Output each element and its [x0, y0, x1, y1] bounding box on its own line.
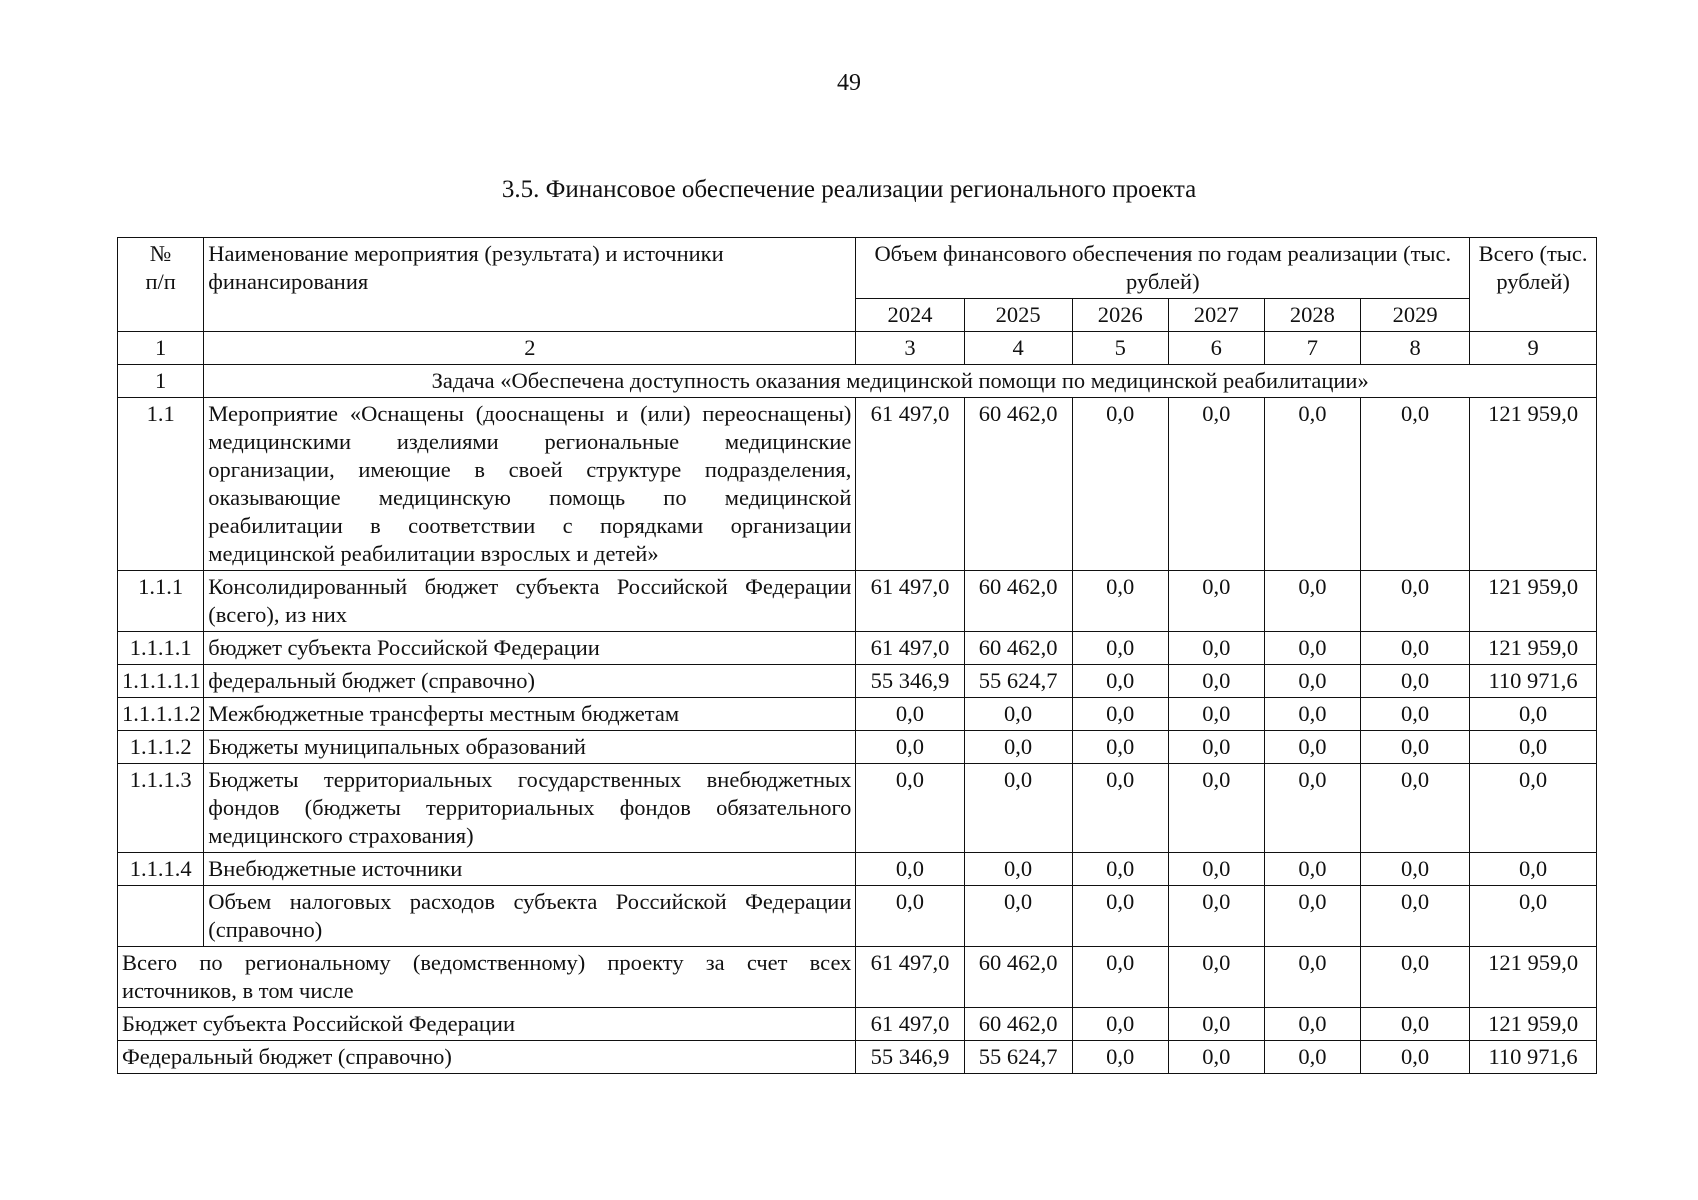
- table-row: [118, 731, 1597, 764]
- header-row: [118, 238, 1597, 299]
- total-name: Всего по региональному (ведомственному) проекту за счет всех источников, в том числе: [118, 947, 856, 1008]
- row-name: бюджет субъекта Российской Федерации: [204, 632, 856, 665]
- total-value: 55 624,7: [964, 1041, 1072, 1074]
- table-row: [118, 398, 1597, 571]
- row-value: 0,0: [1360, 571, 1469, 632]
- total-value: 0,0: [1072, 1008, 1168, 1041]
- row-value: 0,0: [1264, 632, 1360, 665]
- row-value: 61 497,0: [856, 571, 964, 632]
- page-number: 49: [837, 70, 861, 96]
- row-value: 0,0: [1264, 665, 1360, 698]
- total-value: 121 959,0: [1470, 947, 1597, 1008]
- header-name: Наименование мероприятия (результата) и источники финансирования: [204, 238, 856, 332]
- total-value: 121 959,0: [1470, 1008, 1597, 1041]
- row-value: 110 971,6: [1470, 665, 1597, 698]
- total-value: 61 497,0: [856, 947, 964, 1008]
- section-title: 3.5. Финансовое обеспечение реализации регионального проекта: [501, 176, 1197, 203]
- row-value: 60 462,0: [964, 571, 1072, 632]
- column-numbers-row: [118, 332, 1597, 365]
- column-number: 4: [964, 332, 1072, 365]
- row-value: 0,0: [1168, 764, 1264, 853]
- row-num: 1.1.1: [118, 571, 204, 632]
- total-value: 0,0: [1072, 1041, 1168, 1074]
- header-year: 2028: [1264, 299, 1360, 332]
- row-value: 0,0: [1072, 632, 1168, 665]
- row-name: Мероприятие «Оснащены (дооснащены и (или) переоснащены) медицинскими изделиями региональные медицинские организации, имеющие в своей структуре подразделения, оказывающие медицинскую помощь по медицинской реабилитации в соответствии с порядками организации медицинской реабилитации взрослых и детей»: [204, 398, 856, 571]
- row-value: 0,0: [1168, 632, 1264, 665]
- table-row: [118, 853, 1597, 886]
- task-row: [118, 365, 1597, 398]
- row-value: 0,0: [856, 853, 964, 886]
- total-row: [118, 947, 1597, 1008]
- header-volume: Объем финансового обеспечения по годам реализации (тыс. рублей): [856, 238, 1470, 299]
- column-number: 3: [856, 332, 964, 365]
- row-value: 0,0: [1264, 731, 1360, 764]
- row-value: 0,0: [1264, 764, 1360, 853]
- header-year: 2024: [856, 299, 964, 332]
- header-year: 2026: [1072, 299, 1168, 332]
- column-number: 7: [1264, 332, 1360, 365]
- row-value: 0,0: [856, 886, 964, 947]
- row-value: 0,0: [1264, 886, 1360, 947]
- row-value: 60 462,0: [964, 398, 1072, 571]
- column-number: 8: [1360, 332, 1469, 365]
- total-value: 0,0: [1264, 1041, 1360, 1074]
- total-name: Федеральный бюджет (справочно): [118, 1041, 856, 1074]
- row-value: 0,0: [1360, 665, 1469, 698]
- row-value: 0,0: [1168, 853, 1264, 886]
- row-value: 0,0: [1072, 886, 1168, 947]
- row-value: 0,0: [1072, 764, 1168, 853]
- total-row: [118, 1041, 1597, 1074]
- column-number: 2: [204, 332, 856, 365]
- total-value: 0,0: [1360, 1008, 1469, 1041]
- total-name: Бюджет субъекта Российской Федерации: [118, 1008, 856, 1041]
- task-num: 1: [118, 365, 204, 398]
- table-row: [118, 571, 1597, 632]
- column-number: 6: [1168, 332, 1264, 365]
- row-value: 0,0: [1168, 731, 1264, 764]
- row-value: 0,0: [1360, 886, 1469, 947]
- row-value: 0,0: [856, 764, 964, 853]
- total-value: 55 346,9: [856, 1041, 964, 1074]
- row-value: 121 959,0: [1470, 632, 1597, 665]
- row-name: Консолидированный бюджет субъекта Российской Федерации (всего), из них: [204, 571, 856, 632]
- row-name: Межбюджетные трансферты местным бюджетам: [204, 698, 856, 731]
- row-value: 60 462,0: [964, 632, 1072, 665]
- row-num: [118, 886, 204, 947]
- column-number: 1: [118, 332, 204, 365]
- header-year: 2027: [1168, 299, 1264, 332]
- row-value: 55 346,9: [856, 665, 964, 698]
- row-value: 0,0: [1168, 571, 1264, 632]
- row-num: 1.1.1.1: [118, 632, 204, 665]
- row-value: 0,0: [1264, 853, 1360, 886]
- row-value: 0,0: [1470, 698, 1597, 731]
- total-value: 110 971,6: [1470, 1041, 1597, 1074]
- total-value: 0,0: [1168, 947, 1264, 1008]
- row-value: 121 959,0: [1470, 571, 1597, 632]
- total-value: 0,0: [1072, 947, 1168, 1008]
- row-value: 0,0: [1168, 398, 1264, 571]
- total-value: 60 462,0: [964, 1008, 1072, 1041]
- row-name: федеральный бюджет (справочно): [204, 665, 856, 698]
- row-value: 0,0: [1470, 853, 1597, 886]
- row-value: 55 624,7: [964, 665, 1072, 698]
- table-row: [118, 764, 1597, 853]
- row-value: 0,0: [856, 731, 964, 764]
- row-name: Объем налоговых расходов субъекта Российской Федерации (справочно): [204, 886, 856, 947]
- total-value: 0,0: [1264, 1008, 1360, 1041]
- row-value: 0,0: [1360, 731, 1469, 764]
- row-value: 0,0: [1168, 886, 1264, 947]
- column-number: 5: [1072, 332, 1168, 365]
- table-row: [118, 665, 1597, 698]
- row-value: 61 497,0: [856, 398, 964, 571]
- row-name: Бюджеты территориальных государственных внебюджетных фондов (бюджеты территориальных фондов обязательного медицинского страхования): [204, 764, 856, 853]
- row-value: 0,0: [1360, 698, 1469, 731]
- row-value: 0,0: [1072, 665, 1168, 698]
- financing-table: [117, 237, 1597, 1074]
- row-value: 61 497,0: [856, 632, 964, 665]
- row-num: 1.1.1.3: [118, 764, 204, 853]
- row-value: 0,0: [1072, 731, 1168, 764]
- row-value: 0,0: [1264, 398, 1360, 571]
- table-row: [118, 886, 1597, 947]
- row-value: 0,0: [1168, 665, 1264, 698]
- row-value: 0,0: [964, 764, 1072, 853]
- row-name: Бюджеты муниципальных образований: [204, 731, 856, 764]
- column-number: 9: [1470, 332, 1597, 365]
- row-value: 0,0: [1264, 571, 1360, 632]
- row-value: 0,0: [1360, 764, 1469, 853]
- row-value: 0,0: [964, 731, 1072, 764]
- row-value: 0,0: [1470, 886, 1597, 947]
- row-value: 0,0: [964, 698, 1072, 731]
- total-value: 0,0: [1360, 1041, 1469, 1074]
- row-value: 0,0: [1168, 698, 1264, 731]
- row-value: 0,0: [1072, 853, 1168, 886]
- total-value: 0,0: [1168, 1008, 1264, 1041]
- row-num: 1.1.1.1.2: [118, 698, 204, 731]
- total-value: 61 497,0: [856, 1008, 964, 1041]
- row-value: 0,0: [1072, 571, 1168, 632]
- header-total: Всего (тыс. рублей): [1470, 238, 1597, 332]
- row-num: 1.1.1.2: [118, 731, 204, 764]
- row-value: 0,0: [1360, 853, 1469, 886]
- row-value: 0,0: [856, 698, 964, 731]
- task-text: Задача «Обеспечена доступность оказания медицинской помощи по медицинской реабилитации»: [204, 365, 1597, 398]
- total-row: [118, 1008, 1597, 1041]
- total-value: 0,0: [1360, 947, 1469, 1008]
- row-value: 0,0: [1264, 698, 1360, 731]
- table-row: [118, 632, 1597, 665]
- total-value: 60 462,0: [964, 947, 1072, 1008]
- table-row: [118, 698, 1597, 731]
- row-value: 0,0: [964, 853, 1072, 886]
- row-name: Внебюджетные источники: [204, 853, 856, 886]
- row-value: 121 959,0: [1470, 398, 1597, 571]
- header-year: 2029: [1360, 299, 1469, 332]
- row-value: 0,0: [964, 886, 1072, 947]
- row-value: 0,0: [1072, 398, 1168, 571]
- row-num: 1.1.1.4: [118, 853, 204, 886]
- row-value: 0,0: [1072, 698, 1168, 731]
- header-num: № п/п: [118, 238, 204, 332]
- total-value: 0,0: [1168, 1041, 1264, 1074]
- row-value: 0,0: [1360, 632, 1469, 665]
- total-value: 0,0: [1264, 947, 1360, 1008]
- row-num: 1.1.1.1.1: [118, 665, 204, 698]
- row-value: 0,0: [1360, 398, 1469, 571]
- row-value: 0,0: [1470, 764, 1597, 853]
- header-year: 2025: [964, 299, 1072, 332]
- row-num: 1.1: [118, 398, 204, 571]
- row-value: 0,0: [1470, 731, 1597, 764]
